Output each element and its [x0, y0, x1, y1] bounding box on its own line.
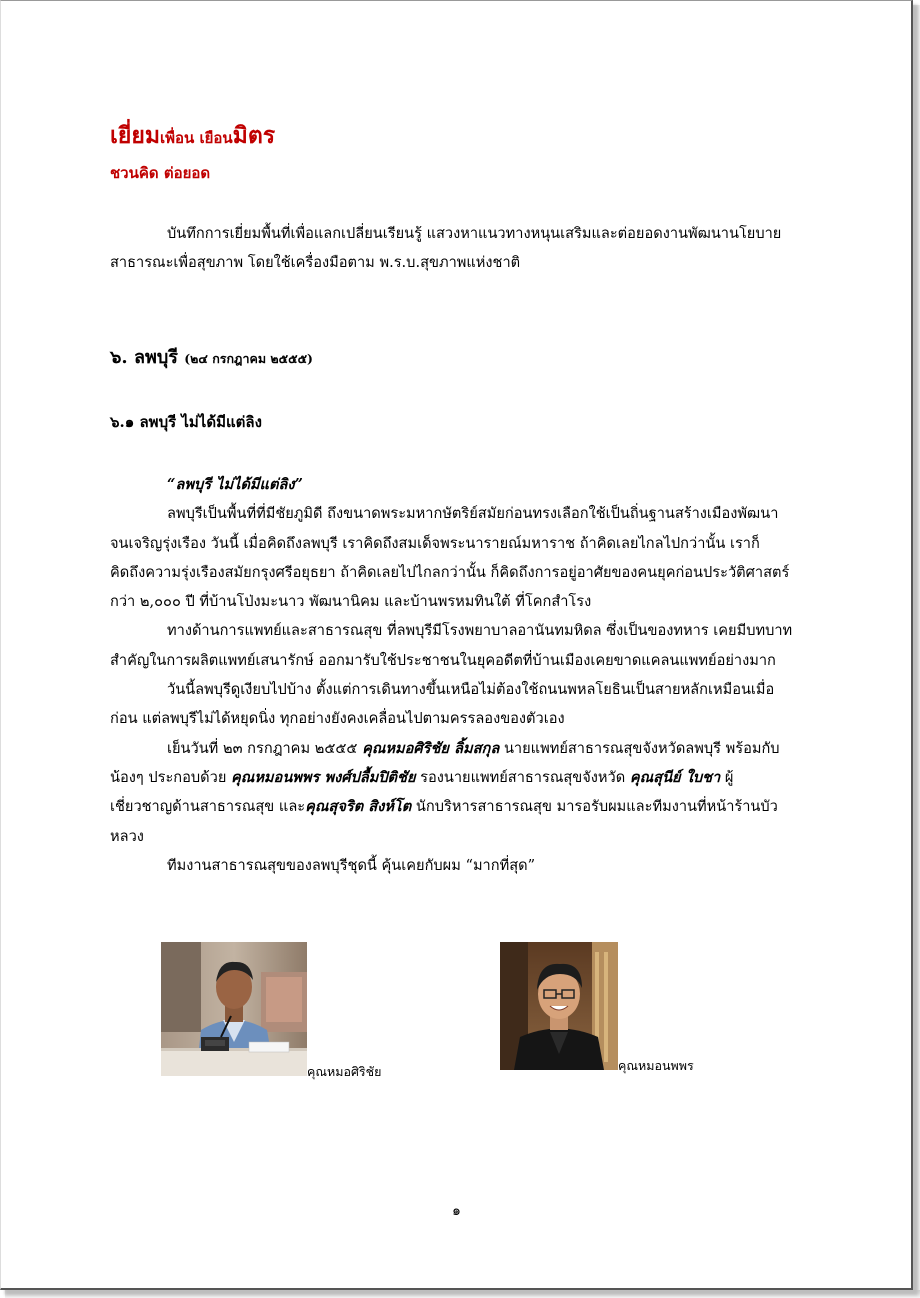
- text-run: ผู้เชี่ยวชาญด้านสาธารณสุข และ: [110, 768, 734, 816]
- body-paragraph: วันนี้ลพบุรีดูเงียบไปบ้าง ตั้งแต่การเดินทางขึ้นเหนือไม่ต้องใช้ถนนพหลโยธินเป็นสายหลักเหมือนเมื่อก่อน แต่ลพบุรีไม่ได้หยุดนิ่ง ทุกอย่างยังคงเคลื่อนไปตามครรลองของตัวเอง: [110, 681, 775, 728]
- intro-paragraph: [110, 219, 795, 278]
- photo-noppon: [500, 942, 618, 1070]
- page-shadow: [5, 1290, 920, 1298]
- text-run: นายแพทย์สาธารณสุขจังหวัดลพบุรี พร้อมกับน้องๆ ประกอบด้วย: [110, 739, 780, 786]
- title-part: เพื่อน เยือน: [159, 129, 233, 147]
- subsection-heading: ๖.๑ ลพบุรี ไม่ได้มีแต่ลิง: [110, 413, 262, 431]
- title-part: มิตร: [232, 122, 276, 149]
- page-shadow: [913, 5, 920, 1298]
- body-paragraph: [110, 734, 795, 851]
- person-name: คุณสุนีย์ ใบชา: [629, 768, 721, 786]
- photo-caption: คุณหมอศิริชัย: [307, 1064, 382, 1079]
- title-part: เยี่ยม: [110, 122, 160, 149]
- section-date: (๒๔ กรกฎาคม ๒๕๕๕): [184, 351, 313, 366]
- quote-heading: “ลพบุรี ไม่ได้มีแต่ลิง”: [167, 476, 303, 493]
- body-paragraph: ทีมงานสาธารณสุขของลพบุรีชุดนี้ คุ้นเคยกับผม “มากที่สุด”: [167, 856, 536, 874]
- page-number: ๑: [452, 1203, 461, 1219]
- section-heading: [110, 342, 313, 371]
- intro-text: บันทึกการเยี่ยมพื้นที่เพื่อแลกเปลี่ยนเรียนรู้ แสวงหาแนวทางหนุนเสริมและต่อยอดงานพัฒนานโยบายสาธารณะเพื่อสุขภาพ โดยใช้เครื่องมือตาม พ.ร.บ.สุขภาพแห่งชาติ: [110, 225, 782, 272]
- document-subtitle: ชวนคิด ต่อยอด: [110, 164, 211, 182]
- person-name: คุณสุจริต สิงห์โต: [305, 798, 412, 816]
- text-run: นักบริหารสาธารณสุข มารอรับผมและทีมงานที่หน้าร้านบัวหลวง: [110, 798, 778, 845]
- photo-sirichai: [161, 942, 307, 1076]
- body-paragraph: ทางด้านการแพทย์และสาธารณสุข ที่ลพบุรีมีโรงพยาบาลอานันทมหิดล ซึ่งเป็นของทหาร เคยมีบทบาทสำคัญในการผลิตแพทย์เสนารักษ์ ออกมารับใช้ประชาชนในยุคอดีตที่บ้านเมืองเคยขาดแคลนแพทย์อย่างมาก: [110, 622, 793, 669]
- body-paragraph: ลพบุรีเป็นพื้นที่ที่มีชัยภูมิดี ถึงขนาดพระมหากษัตริย์สมัยก่อนทรงเลือกใช้เป็นถิ่นฐานสร้างเมืองพัฒนาจนเจริญรุ่งเรือง วันนี้ เมื่อคิดถึงลพบุรี เราคิดถึงสมเด็จพระนารายณ์มหาราช ถ้าคิดเลยไกลไปกว่านั้น เราก็คิดถึงความรุ่งเรืองสมัยกรุงศรีอยุธยา ถ้าคิดเลยไปไกลกว่านั้น ก็คิดถึงการอยู่อาศัยของคนยุคก่อนประวัติศาสตร์ กว่า ๒,๐๐๐ ปี ที่บ้านโป่งมะนาว พัฒนานิคม และบ้านพรหมทินใต้ ที่โคกสำโรง: [110, 505, 790, 611]
- text-run: รองนายแพทย์สาธารณสุขจังหวัด: [415, 768, 630, 786]
- person-name: คุณหมอศิริชัย ลิ้มสกุล: [362, 739, 500, 757]
- body-content: [110, 470, 795, 880]
- photo-caption: คุณหมอนพพร: [618, 1058, 694, 1073]
- text-run: เย็นวันที่ ๒๓ กรกฎาคม ๒๕๕๕: [167, 739, 363, 757]
- document-title: [110, 118, 275, 154]
- section-title: ๖. ลพบุรี: [110, 347, 178, 368]
- person-name: คุณหมอนพพร พงศ์ปลื้มปิติชัย: [231, 768, 416, 786]
